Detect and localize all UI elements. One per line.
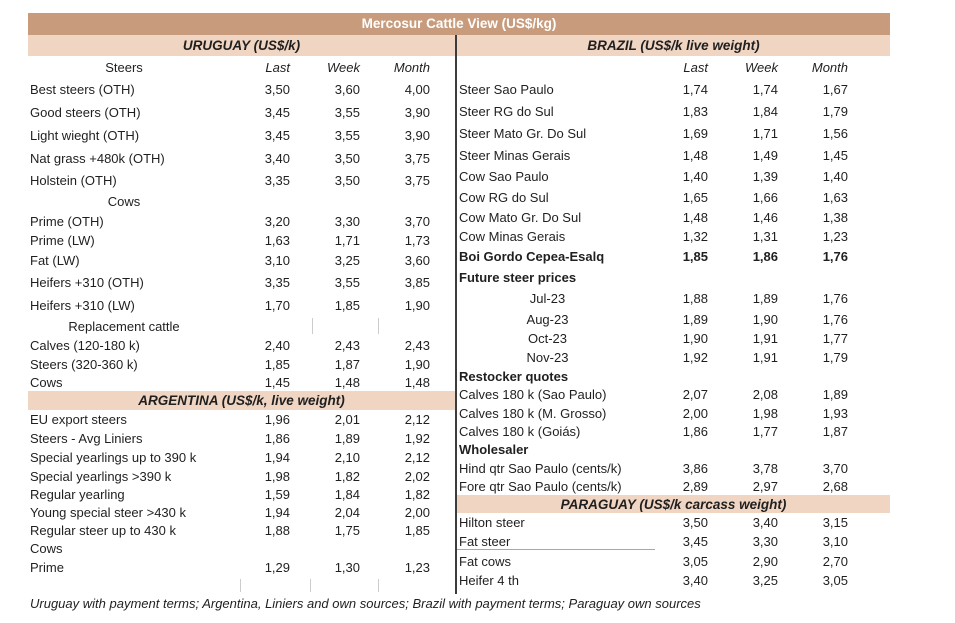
value-month: 1,93 [822, 405, 848, 421]
value-week: 2,90 [752, 553, 778, 569]
value-week: 1,66 [752, 189, 778, 205]
value-month: 2,02 [404, 468, 430, 484]
value-last: 2,89 [682, 478, 708, 494]
value-last: 1,88 [682, 291, 708, 306]
table-row [28, 558, 455, 577]
value-week: 3,78 [752, 460, 778, 476]
value-week: 3,60 [334, 82, 360, 97]
value-month: 3,85 [404, 275, 430, 290]
table-row [28, 78, 455, 101]
value-last: 3,45 [264, 105, 290, 120]
row-label: Good steers (OTH) [30, 105, 141, 120]
value-month: 1,89 [822, 387, 848, 402]
row-label: Replacement cattle [68, 318, 180, 334]
value-week: 3,25 [752, 573, 778, 588]
table-row [28, 410, 455, 429]
table-row [28, 448, 455, 467]
value-month: 3,70 [404, 213, 430, 229]
table-row [457, 367, 890, 385]
value-month: 3,10 [822, 534, 848, 549]
row-label: Hind qtr Sao Paulo (cents/k) [459, 460, 622, 476]
row-label: Nat grass +480k (OTH) [30, 151, 165, 166]
table-row [28, 294, 455, 316]
mercosur-cattle-table [28, 13, 890, 594]
value-last: 1,32 [682, 229, 708, 244]
value-week: 1,46 [752, 209, 778, 225]
table-row [28, 374, 455, 391]
value-last: 2,07 [682, 387, 708, 402]
section-header [28, 35, 455, 56]
table-row [457, 348, 890, 367]
row-label: Boi Gordo Cepea-Esalq [459, 249, 605, 264]
value-week: 1,87 [334, 357, 360, 372]
value-week: 1,49 [752, 147, 778, 163]
value-month: 1,79 [822, 350, 848, 365]
value-week: 1,85 [334, 297, 360, 313]
value-week: 1,91 [752, 350, 778, 365]
table-row [457, 122, 890, 144]
value-week: 1,30 [334, 560, 360, 575]
row-label: Steer Mato Gr. Do Sul [459, 125, 587, 141]
value-last: 1,40 [682, 169, 708, 184]
table-row [457, 227, 890, 246]
table-row [28, 170, 455, 191]
value-month: 1,23 [404, 560, 430, 575]
cell-border-tick [378, 318, 379, 334]
value-last: 1,83 [682, 103, 708, 119]
table-row [457, 551, 890, 571]
row-label: Fat cows [459, 553, 512, 569]
table-row [457, 440, 890, 459]
value-last: 3,20 [264, 213, 290, 229]
value-month: 2,12 [404, 412, 430, 427]
value-last: Last [265, 59, 290, 75]
section-header [457, 35, 890, 56]
value-month: Month [393, 59, 430, 75]
value-month: 1,56 [822, 125, 848, 141]
row-label: EU export steers [30, 412, 127, 427]
table-row [457, 267, 890, 288]
value-week: 1,84 [752, 103, 778, 119]
value-week: 1,84 [334, 486, 360, 502]
value-month: 1,82 [404, 486, 430, 502]
report-title: Mercosur Cattle View (US$/kg) [28, 13, 890, 35]
row-label: Best steers (OTH) [30, 82, 135, 97]
row-label: Special yearlings up to 390 k [30, 450, 197, 465]
row-label: Cow Minas Gerais [459, 229, 566, 244]
value-last: 3,50 [264, 82, 290, 97]
value-week: 2,10 [334, 450, 360, 465]
row-label: Regular steer up to 430 k [30, 522, 176, 538]
value-last: 1,92 [682, 350, 708, 365]
value-week: 3,55 [334, 128, 360, 143]
uruguay-argentina-pane [28, 35, 455, 594]
value-last: 1,89 [682, 311, 708, 327]
table-row [457, 288, 890, 309]
table-row [28, 467, 455, 485]
value-month: 3,90 [404, 128, 430, 143]
table-row [457, 477, 890, 495]
value-week: 1,86 [752, 249, 778, 264]
table-row [28, 147, 455, 170]
section-header [457, 495, 890, 513]
table-row [457, 513, 890, 532]
row-label: Cows [107, 193, 141, 209]
row-label: Nov-23 [526, 350, 569, 365]
value-last: 1,59 [264, 486, 290, 502]
value-last: 3,40 [264, 151, 290, 166]
value-last: 1,98 [264, 468, 290, 484]
value-last: 1,74 [682, 81, 708, 97]
table-row [28, 250, 455, 271]
table-row [457, 166, 890, 187]
row-label: Heifers +310 (OTH) [30, 275, 144, 290]
section-header-label: URUGUAY (US$/k) [182, 38, 301, 53]
value-week: 1,91 [752, 331, 778, 346]
value-week: 3,30 [334, 213, 360, 229]
value-last: 1,94 [264, 504, 290, 520]
row-label: Steer RG do Sul [459, 103, 554, 119]
section-header-label: PARAGUAY (US$/k carcass weight) [560, 496, 787, 512]
value-last: 1,86 [682, 423, 708, 439]
value-month: 1,77 [822, 331, 848, 346]
row-label: Restocker quotes [459, 368, 569, 384]
table-row [457, 385, 890, 404]
table-row [28, 485, 455, 503]
table-row [457, 422, 890, 440]
value-week: 3,30 [752, 534, 778, 549]
value-last: 3,05 [682, 553, 708, 569]
value-week: 2,01 [334, 412, 360, 427]
value-month: 3,75 [404, 151, 430, 166]
value-month: 3,15 [822, 515, 848, 530]
subheader-row [28, 191, 455, 211]
row-label: Jul-23 [529, 291, 566, 306]
value-month: 3,70 [822, 460, 848, 476]
value-week: 1,90 [752, 311, 778, 327]
value-last: 2,40 [264, 338, 290, 353]
table-row [457, 459, 890, 477]
row-label: Cows [30, 541, 63, 556]
row-label: Light wieght (OTH) [30, 128, 140, 143]
value-week: Week [745, 59, 778, 75]
value-month: 3,90 [404, 105, 430, 120]
value-last: 1,48 [682, 209, 708, 225]
value-last: 3,45 [682, 534, 708, 549]
row-label: Fat (LW) [30, 253, 80, 268]
row-label: Regular yearling [30, 486, 125, 502]
table-row [28, 355, 455, 374]
value-month: 4,00 [404, 82, 430, 97]
table-row [457, 144, 890, 166]
value-week: 1,31 [752, 229, 778, 244]
value-week: 2,43 [334, 338, 360, 353]
value-week: 1,71 [752, 125, 778, 141]
value-month: 1,92 [404, 431, 430, 446]
value-week: 1,89 [334, 431, 360, 446]
value-month: Month [811, 59, 848, 75]
value-week: 2,04 [334, 504, 360, 520]
value-month: 2,43 [404, 338, 430, 353]
row-label: Cow Mato Gr. Do Sul [459, 209, 582, 225]
value-week: 3,40 [752, 515, 778, 530]
value-last: 3,35 [264, 173, 290, 188]
value-last: 3,35 [264, 275, 290, 290]
value-month: 2,68 [822, 478, 848, 494]
value-last: 1,85 [682, 249, 708, 264]
table-row [457, 100, 890, 122]
table-row [457, 404, 890, 422]
row-label: Prime (LW) [30, 233, 95, 248]
value-month: 1,90 [404, 357, 430, 372]
row-label: Calves 180 k (M. Grosso) [459, 405, 607, 421]
value-week: 1,77 [752, 423, 778, 439]
value-week: 1,71 [334, 233, 360, 248]
table-row [457, 532, 890, 551]
row-label: Cow Sao Paulo [459, 169, 549, 184]
value-month: 1,76 [822, 291, 848, 306]
row-label: Holstein (OTH) [30, 173, 117, 188]
column-header-row [457, 56, 890, 78]
value-week: 3,50 [334, 151, 360, 166]
value-month: 3,75 [404, 173, 430, 188]
value-last: 2,00 [682, 405, 708, 421]
value-month: 2,00 [404, 504, 430, 520]
brazil-paraguay-pane [455, 35, 890, 594]
row-label: Prime (OTH) [30, 213, 104, 229]
value-week: 1,39 [752, 169, 778, 184]
value-week: 3,25 [334, 253, 360, 268]
value-month: 1,90 [404, 297, 430, 313]
row-label: Fat steer [459, 534, 511, 549]
table-row [28, 211, 455, 231]
value-last: 1,65 [682, 189, 708, 205]
value-month: 1,67 [822, 81, 848, 97]
cell-border-tick [310, 579, 311, 592]
row-label: Calves 180 k (Sao Paulo) [459, 387, 607, 402]
value-month: 2,70 [822, 553, 848, 569]
separator-line [457, 549, 655, 550]
table-row [28, 429, 455, 448]
table-row [28, 539, 455, 558]
row-label: Cows [30, 375, 63, 390]
value-week: 1,89 [752, 291, 778, 306]
table-row [457, 246, 890, 267]
value-week: 1,75 [334, 522, 360, 538]
value-month: 1,38 [822, 209, 848, 225]
value-month: 1,79 [822, 103, 848, 119]
value-week: 3,55 [334, 275, 360, 290]
value-last: 1,63 [264, 233, 290, 248]
value-last: 1,90 [682, 331, 708, 346]
value-month: 1,87 [822, 423, 848, 439]
value-last: 1,48 [682, 147, 708, 163]
value-month: 1,40 [822, 169, 848, 184]
table-row [28, 503, 455, 521]
value-last: 1,45 [264, 375, 290, 390]
value-month: 1,76 [822, 311, 848, 327]
value-month: 1,48 [404, 375, 430, 390]
subheader-row [28, 316, 455, 336]
value-month: 1,45 [822, 147, 848, 163]
source-note: Uruguay with payment terms; Argentina, Liniers and own sources; Brazil with payment terms; Paraguay own sources [30, 596, 701, 611]
table-row [28, 521, 455, 539]
table-row [457, 207, 890, 227]
row-label: Cow RG do Sul [459, 189, 549, 205]
table-row [457, 329, 890, 348]
row-label: Heifers +310 (LW) [30, 297, 135, 313]
row-label: Fore qtr Sao Paulo (cents/k) [459, 478, 622, 494]
row-label: Steers [105, 59, 143, 75]
table-row [28, 101, 455, 124]
row-label: Steers - Avg Liniers [30, 431, 143, 446]
value-last: 3,40 [682, 573, 708, 588]
table-row [457, 187, 890, 207]
value-last: 1,96 [264, 412, 290, 427]
table-row [457, 309, 890, 329]
value-last: 1,29 [264, 560, 290, 575]
value-month: 1,23 [822, 229, 848, 244]
value-month: 2,12 [404, 450, 430, 465]
cell-border-tick [240, 579, 241, 592]
value-last: 3,10 [264, 253, 290, 268]
row-label: Calves 180 k (Goiás) [459, 423, 581, 439]
table-panes [28, 35, 890, 594]
section-header [28, 391, 455, 410]
value-week: 1,98 [752, 405, 778, 421]
row-label: Steer Minas Gerais [459, 147, 571, 163]
table-row [28, 336, 455, 355]
value-last: 3,45 [264, 128, 290, 143]
empty-row [28, 577, 455, 594]
value-month: 1,85 [404, 522, 430, 538]
cell-border-tick [378, 579, 379, 592]
row-label: Special yearlings >390 k [30, 468, 172, 484]
row-label: Heifer 4 th [459, 573, 519, 588]
row-label: Aug-23 [526, 311, 569, 327]
cell-border-tick [312, 318, 313, 334]
value-week: 1,48 [334, 375, 360, 390]
value-last: 3,50 [682, 515, 708, 530]
value-month: 1,63 [822, 189, 848, 205]
row-label: Steers (320-360 k) [30, 357, 138, 372]
value-last: Last [683, 59, 708, 75]
value-month: 3,05 [822, 573, 848, 588]
value-last: 1,94 [264, 450, 290, 465]
section-header-label: ARGENTINA (US$/k, live weight) [138, 393, 345, 408]
value-week: 2,08 [752, 387, 778, 402]
value-month: 3,60 [404, 253, 430, 268]
row-label: Future steer prices [459, 270, 577, 285]
value-week: 3,50 [334, 173, 360, 188]
value-week: 2,97 [752, 478, 778, 494]
value-month: 1,76 [822, 249, 848, 264]
value-week: Week [327, 59, 360, 75]
value-last: 3,86 [682, 460, 708, 476]
value-month: 1,73 [404, 233, 430, 248]
table-row [28, 124, 455, 147]
section-header-label: BRAZIL (US$/k live weight) [587, 38, 760, 53]
value-last: 1,88 [264, 522, 290, 538]
value-last: 1,70 [264, 297, 290, 313]
row-label: Calves (120-180 k) [30, 338, 140, 353]
row-label: Prime [30, 560, 64, 575]
value-week: 1,82 [334, 468, 360, 484]
table-row [457, 571, 890, 590]
value-last: 1,85 [264, 357, 290, 372]
table-row [28, 271, 455, 294]
row-label: Steer Sao Paulo [459, 81, 554, 97]
row-label: Hilton steer [459, 515, 525, 530]
value-last: 1,69 [682, 125, 708, 141]
column-header-row [28, 56, 455, 78]
row-label: Oct-23 [527, 331, 567, 346]
value-week: 3,55 [334, 105, 360, 120]
row-label: Young special steer >430 k [30, 504, 186, 520]
table-row [457, 78, 890, 100]
table-row [28, 231, 455, 250]
value-last: 1,86 [264, 431, 290, 446]
value-week: 1,74 [752, 81, 778, 97]
row-label: Wholesaler [459, 442, 529, 457]
